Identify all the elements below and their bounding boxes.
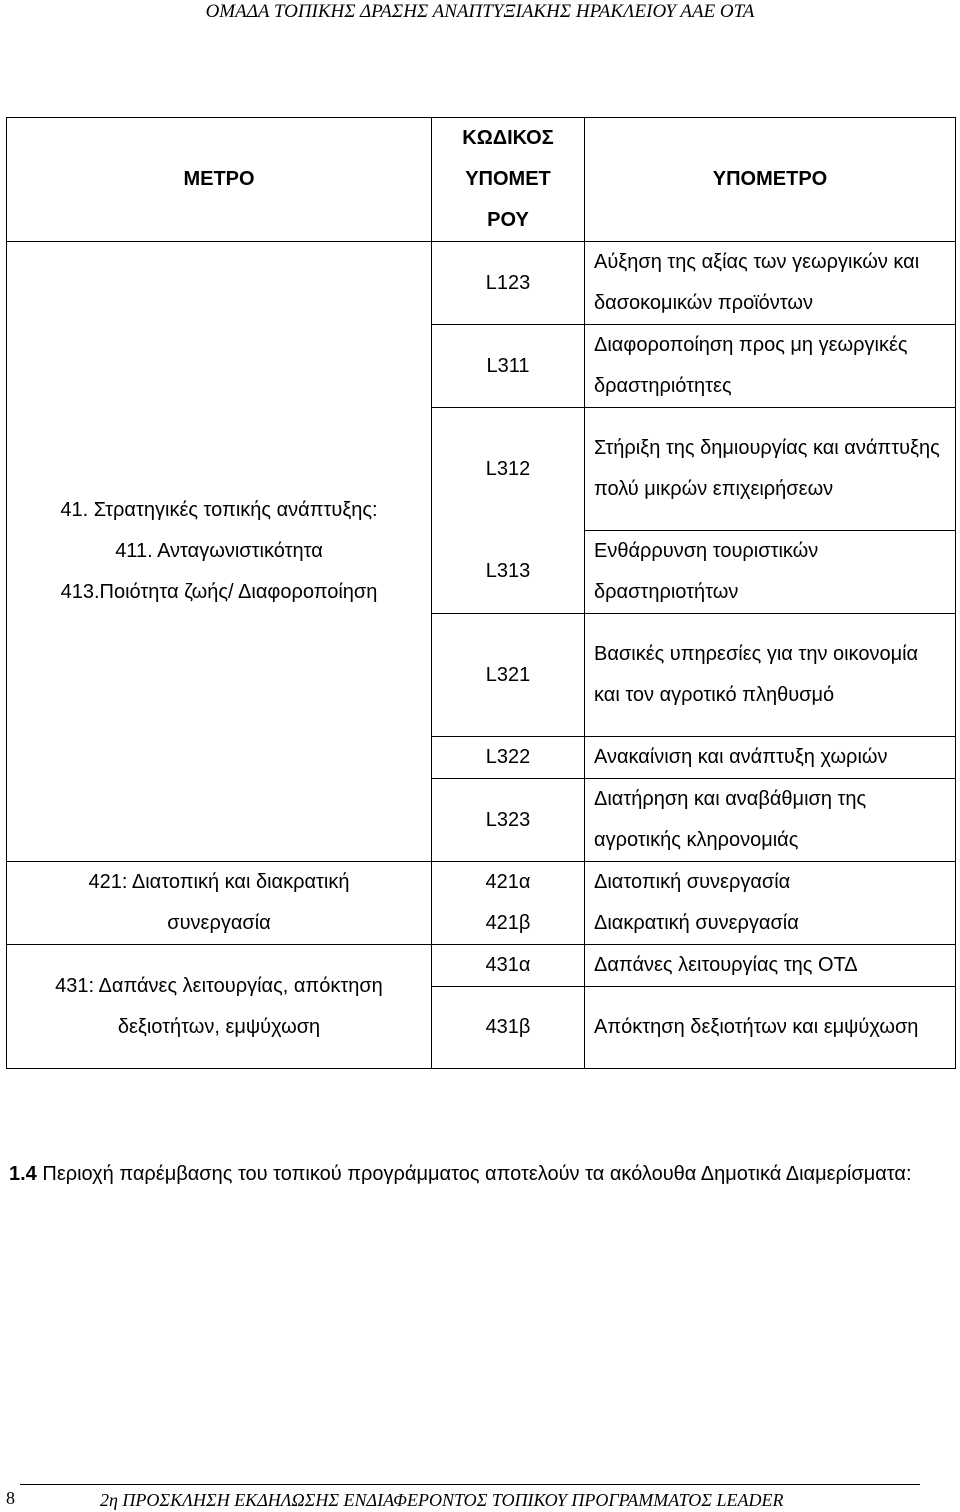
submeasure-cell: Απόκτηση δεξιοτήτων και εμψύχωση xyxy=(585,987,956,1069)
metro-line: 41. Στρατηγικές τοπικής ανάπτυξης: xyxy=(60,499,378,521)
submeasure-cell: Διαφοροποίηση προς μη γεωργικές δραστηριότητες xyxy=(585,325,956,408)
table-row xyxy=(7,945,956,987)
metro-line: συνεργασία xyxy=(167,912,271,934)
code-cell: L311 xyxy=(432,325,585,408)
metro-cell-group3 xyxy=(7,945,432,1069)
table-row xyxy=(7,242,956,325)
footer-title: 2η ΠΡΟΣΚΛΗΣΗ ΕΚΔΗΛΩΣΗΣ ΕΝΔΙΑΦΕΡΟΝΤΟΣ ΤΟΠΙΚΟΥ ΠΡΟΓΡΑΜΜΑΤΟΣ LEADER xyxy=(100,1490,784,1510)
metro-line: 431: Δαπάνες λειτουργίας, απόκτηση xyxy=(55,974,383,997)
code-cell: L312 xyxy=(432,408,585,531)
code-cell: 421β xyxy=(432,903,585,945)
page-number: 8 xyxy=(6,1488,15,1508)
metro-cell-group1 xyxy=(7,242,432,862)
code-cell: L322 xyxy=(432,737,585,779)
code-cell: L323 xyxy=(432,779,585,862)
header-metro: ΜΕΤΡΟ xyxy=(7,118,432,242)
code-cell: L123 xyxy=(432,242,585,325)
submeasure-cell: Αύξηση της αξίας των γεωργικών και δασοκομικών προϊόντων xyxy=(585,242,956,325)
table-header-row xyxy=(7,118,956,242)
submeasure-cell: Διατοπική συνεργασία xyxy=(585,862,956,904)
page-header: ΟΜΑΔΑ ΤΟΠΙΚΗΣ ΔΡΑΣΗΣ ΑΝΑΠΤΥΞΙΑΚΗΣ ΗΡΑΚΛΕΙΟΥ ΑΑΕ ΟΤΑ xyxy=(205,1,755,22)
section-number: 1.4 xyxy=(9,1163,37,1185)
submeasure-cell: Ενθάρρυνση τουριστικών δραστηριοτήτων xyxy=(585,531,956,614)
header-submeasure: ΥΠΟΜΕΤΡΟ xyxy=(585,118,956,242)
submeasure-cell: Στήριξη της δημιουργίας και ανάπτυξης πολύ μικρών επιχειρήσεων xyxy=(585,408,956,531)
section-text: Περιοχή παρέμβασης του τοπικού προγράμματος αποτελούν τα ακόλουθα Δημοτικά Διαμερίσματα: xyxy=(42,1163,912,1185)
metro-line: 411. Ανταγωνιστικότητα xyxy=(115,540,323,562)
metro-cell-group2 xyxy=(7,862,432,945)
code-cell: 421α xyxy=(432,862,585,904)
submeasure-cell: Διακρατική συνεργασία xyxy=(585,903,956,945)
submeasure-cell: Δαπάνες λειτουργίας της ΟΤΔ xyxy=(585,945,956,987)
submeasure-cell: Διατήρηση και αναβάθμιση της αγροτικής κληρονομιάς xyxy=(585,779,956,862)
header-code: ΚΩΔΙΚΟΣ ΥΠΟΜΕΤ ΡΟΥ xyxy=(432,118,585,242)
metro-line: δεξιοτήτων, εμψύχωση xyxy=(117,1015,321,1038)
section-paragraph xyxy=(9,1154,955,1195)
code-cell: L313 xyxy=(432,531,585,614)
metro-line: 413.Ποιότητα ζωής/ Διαφοροποίηση xyxy=(60,581,378,603)
footer-divider xyxy=(20,1484,920,1485)
measures-table xyxy=(6,117,956,1069)
code-cell: 431β xyxy=(432,987,585,1069)
submeasure-cell: Ανακαίνιση και ανάπτυξη χωριών xyxy=(585,737,956,779)
code-cell: 431α xyxy=(432,945,585,987)
table-row xyxy=(7,862,956,904)
metro-line: 421: Διατοπική και διακρατική xyxy=(88,871,350,893)
code-cell: L321 xyxy=(432,614,585,737)
submeasure-cell: Βασικές υπηρεσίες για την οικονομία και τον αγροτικό πληθυσμό xyxy=(585,614,956,737)
